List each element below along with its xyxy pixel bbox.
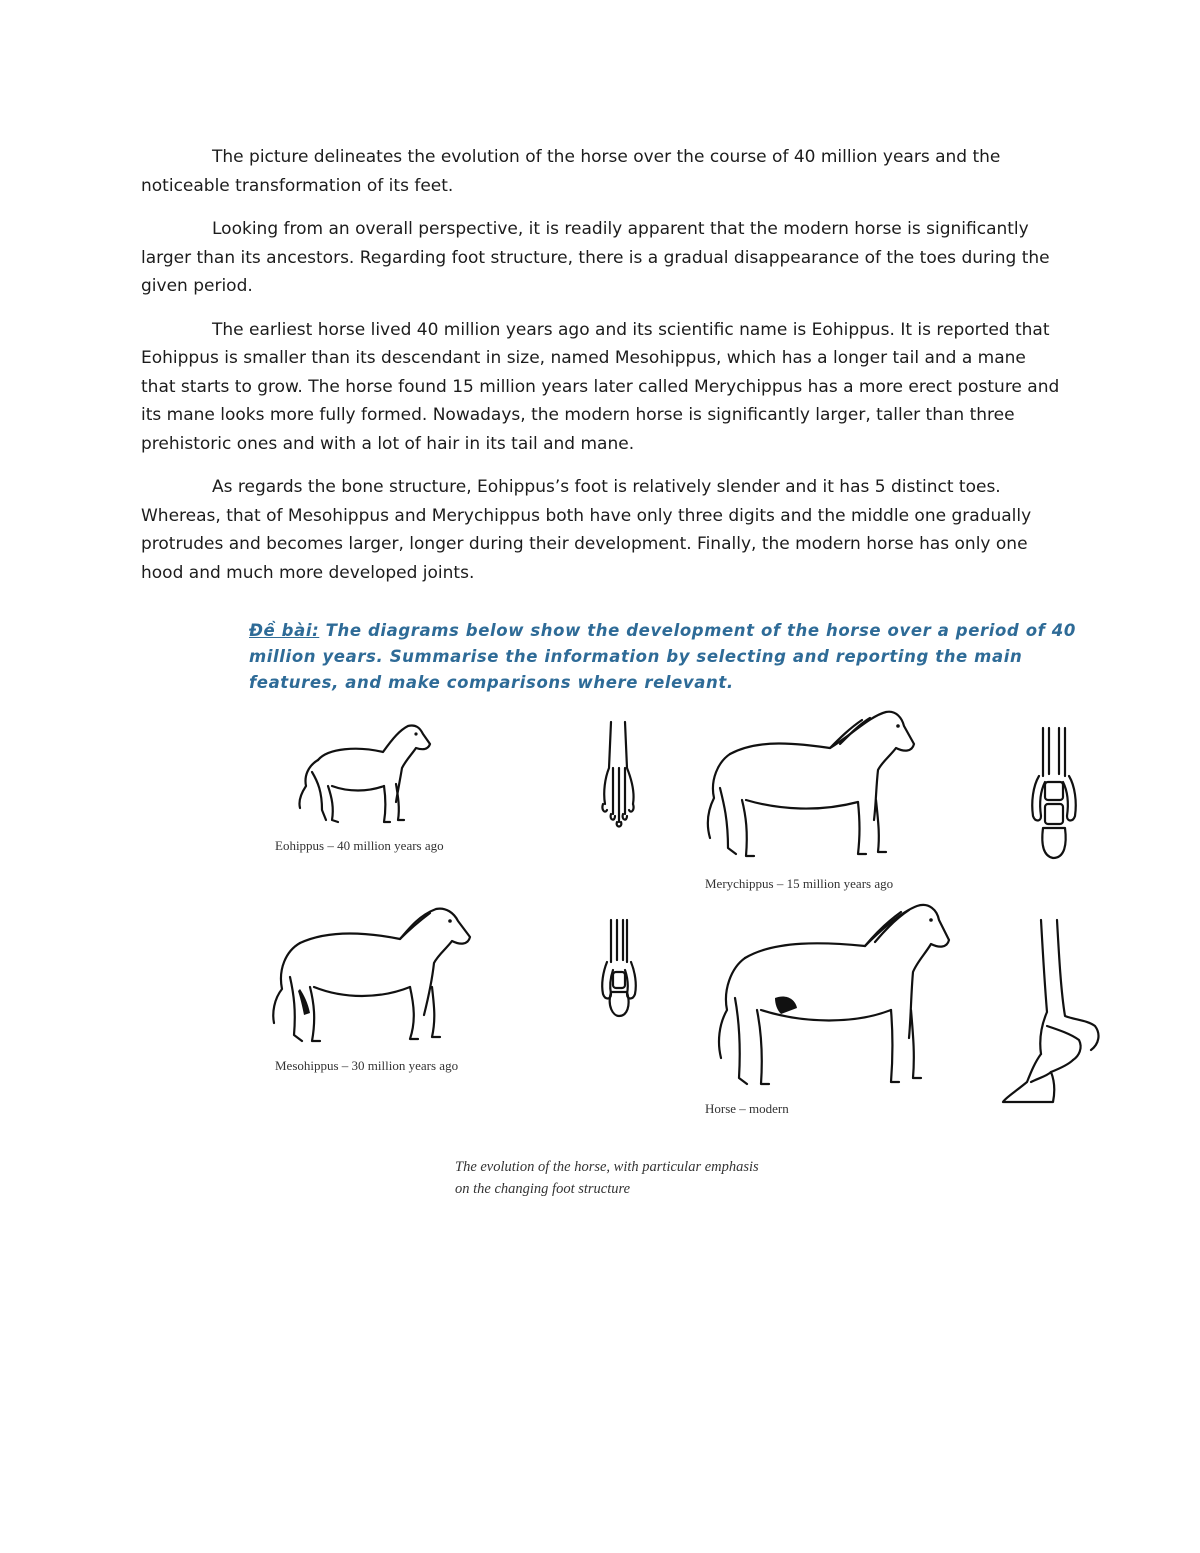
task-prompt xyxy=(249,618,1109,696)
modern-horse-foot-illustration xyxy=(995,916,1115,1106)
mesohippus-foot-illustration xyxy=(595,916,645,1026)
essay-paragraph-body-1: The earliest horse lived 40 million years ago and its scientific name is Eohippus. It is reported that Eohippus is smaller than its descendant in size, named Mesohippus, which has a longer tail and a mane that starts to grow. The horse found 15 million years later called Merychippus has a more erect posture and its mane looks more fully formed. Nowadays, the modern horse is significantly larger, taller than three prehistoric ones and with a lot of hair in its tail and mane. xyxy=(141,319,1060,454)
task-text: The diagrams below show the development of the horse over a period of 40 million years. Summarise the information by selecting and reporting the main features, and make comparisons where relevant. xyxy=(249,621,1076,692)
essay-body xyxy=(141,143,1061,602)
eohippus-label: Eohippus – 40 million years ago xyxy=(275,838,444,853)
modern-horse-illustration xyxy=(705,898,955,1098)
eohippus-illustration xyxy=(288,720,438,830)
essay-paragraph-body-2: As regards the bone structure, Eohippus’s foot is relatively slender and it has 5 distinct toes. Whereas, that of Mesohippus and Merychippus both have only three digits and the middle one gradually protrudes and becomes larger, longer during their development. Finally, the modern horse has only one hood and much more developed joints. xyxy=(141,477,1032,583)
horse-evolution-figure xyxy=(250,708,1120,1208)
figure-caption-line-1: The evolution of the horse, with particular emphasis xyxy=(455,1159,759,1175)
essay-paragraph-overview: Looking from an overall perspective, it is readily apparent that the modern horse is significantly larger than its ancestors. Regarding foot structure, there is a gradual disappearance of the toes during the given period. xyxy=(141,219,1050,296)
mesohippus-illustration xyxy=(260,903,480,1053)
essay-paragraph-intro: The picture delineates the evolution of the horse over the course of 40 million years and the noticeable transformation of its feet. xyxy=(141,147,1001,196)
task-label: Đề bài: xyxy=(249,621,320,640)
modern-horse-label: Horse – modern xyxy=(705,1101,789,1116)
eohippus-foot-illustration xyxy=(595,718,645,828)
figure-caption-line-2: on the changing foot structure xyxy=(455,1181,631,1197)
figure-caption xyxy=(455,1156,835,1200)
mesohippus-label: Mesohippus – 30 million years ago xyxy=(275,1058,459,1073)
merychippus-label: Merychippus – 15 million years ago xyxy=(705,876,894,891)
merychippus-foot-illustration xyxy=(1025,726,1085,866)
merychippus-illustration xyxy=(690,708,920,868)
